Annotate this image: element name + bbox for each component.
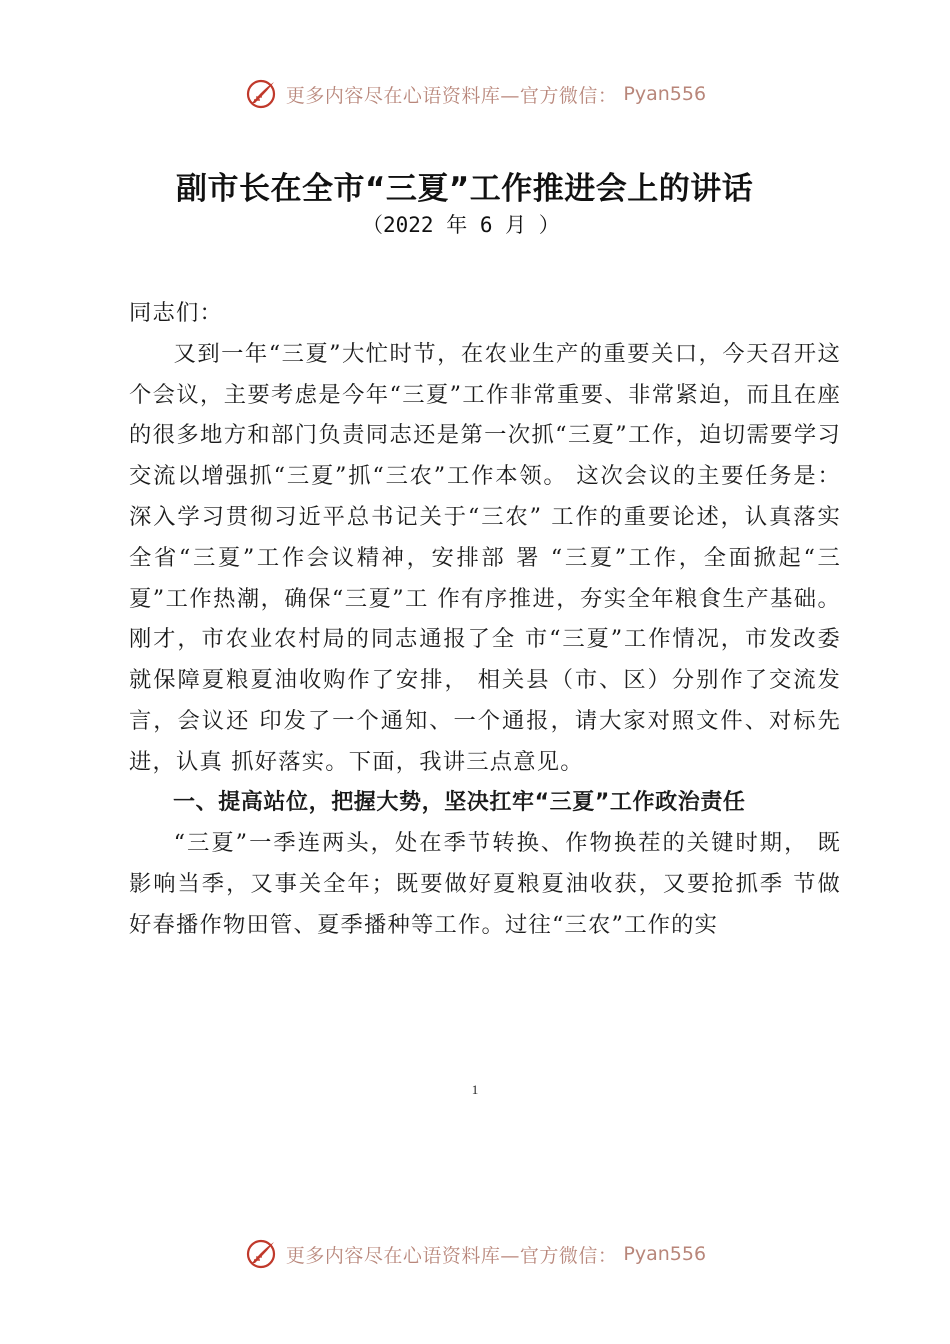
quill-logo-icon [244,76,280,112]
quill-logo-icon [244,1236,280,1272]
banner-text: 更多内容尽在心语资料库—官方微信： [285,1244,618,1267]
paragraph-intro: 又到一年“三夏”大忙时节，在农业生产的重要关口，今天召开这个会议，主要考虑是今年“三夏”工作非常重要、非常紧迫，而且在座的很多地方和部门负责同志还是第一次抓“三夏”工作，迫切需要学习交流以增强抓“三夏”抓“三农”工作本领。 这次会议的主要任务是：深入学习贯彻习近平总书记关于“三农” 工作的重要论述，认真落实全省“三夏”工作会议精神，安排部 署 “三夏”工作，全面掀起“三夏”工作热潮，确保“三夏”工 作有序推进，夯实全年粮食生产基础。刚才，市农业农村局的同志通报了全 市“三夏”工作情况，市发改委就保障夏粮夏油收购作了安排， 相关县（市、区）分别作了交流发言，会议还 印发了一个通知、一个通报，请大家对照文件、对标先进，认真 抓好落实。下面，我讲三点意见。 [129,340,841,775]
paragraph-section-1: “三夏”一季连两头，处在季节转换、作物换茬的关键时期， 既影响当季，又事关全年；既要做好夏粮夏油收获，又要抢抓季 节做好春播作物田管、夏季播种等工作。过往“三农”工作的实 [129,830,841,938]
banner-text: 更多内容尽在心语资料库—官方微信： [285,84,618,107]
document-body [129,293,841,946]
document-date: （2022 年 6 月 ） [362,213,560,237]
banner-wechat-id: Pyan556 [623,83,707,105]
page-number: 1 [471,1082,479,1097]
document-title: 副市长在全市“三夏”工作推进会上的讲话 [176,171,754,207]
banner-wechat-id: Pyan556 [623,1243,707,1265]
salutation: 同志们： [129,300,223,326]
top-watermark-banner [0,74,950,114]
bottom-watermark-banner [0,1234,950,1274]
section-heading-1: 一、提高站位，把握大势，坚决扛牢“三夏”工作政治责任 [173,789,746,815]
